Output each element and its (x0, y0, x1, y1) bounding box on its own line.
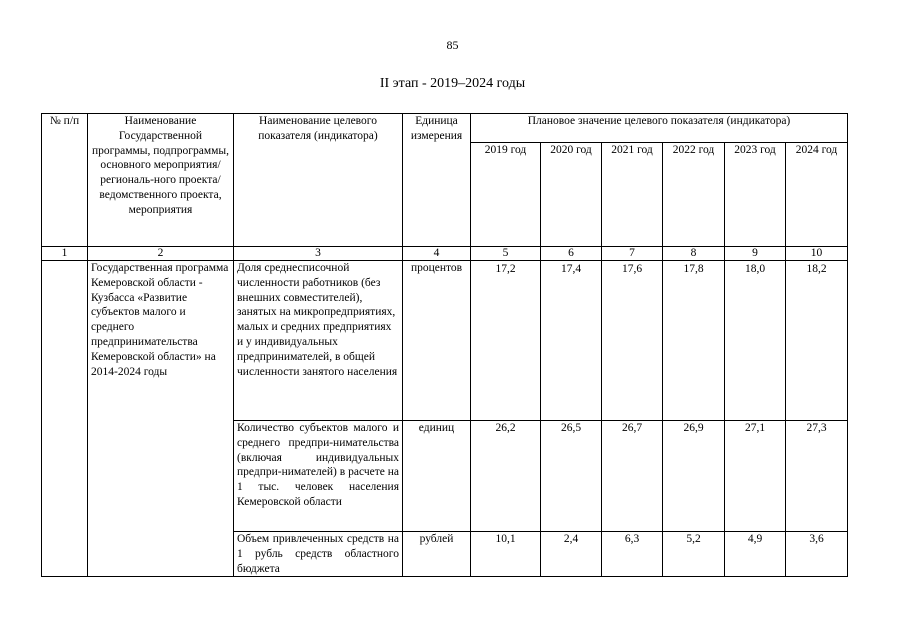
column-number: 7 (602, 247, 663, 261)
value-cell-2019: 17,2 (471, 261, 541, 421)
value-cell-2023: 27,1 (725, 421, 786, 532)
header-unit: Единица измерения (403, 114, 471, 247)
value-cell-2021: 26,7 (602, 421, 663, 532)
indicator-cell: Объем привлеченных средств на 1 рубль средств областного бюджета (234, 532, 403, 577)
column-number: 2 (88, 247, 234, 261)
column-number: 1 (42, 247, 88, 261)
page-number: 85 (446, 38, 459, 52)
indicator-cell: Доля среднесписочной численности работников (без внешних совместителей), занятых на микропредприятиях, малых и средних предприятиях и у индивидуальных предпринимателей, в общей численности занятого населения (234, 261, 403, 421)
column-number: 6 (541, 247, 602, 261)
header-year-2020: 2020 год (541, 143, 602, 247)
table-row (42, 261, 848, 421)
indicator-cell: Количество субъектов малого и среднего предпри-нимательства (включая индивидуальных предпри-нимателей) в расчете на 1 тыс. человек населения Кемеровской области (234, 421, 403, 532)
header-indicator-name: Наименование целевого показателя (индикатора) (234, 114, 403, 247)
value-cell-2022: 5,2 (663, 532, 725, 577)
unit-cell: рублей (403, 532, 471, 577)
value-cell-2024: 3,6 (786, 532, 848, 577)
program-name-cell: Государственная программа Кемеровской области - Кузбасса «Развитие субъектов малого и среднего предпринимательства Кемеровской области» на 2014-2024 годы (88, 261, 234, 577)
column-number: 10 (786, 247, 848, 261)
stage-title: II этап - 2019–2024 годы (379, 76, 526, 91)
column-number: 5 (471, 247, 541, 261)
column-number: 8 (663, 247, 725, 261)
value-cell-2021: 17,6 (602, 261, 663, 421)
header-year-2022: 2022 год (663, 143, 725, 247)
header-year-2024: 2024 год (786, 143, 848, 247)
value-cell-2020: 26,5 (541, 421, 602, 532)
header-row-top (42, 114, 848, 143)
column-number: 4 (403, 247, 471, 261)
value-cell-2021: 6,3 (602, 532, 663, 577)
header-year-2023: 2023 год (725, 143, 786, 247)
header-year-2019: 2019 год (471, 143, 541, 247)
value-cell-2023: 18,0 (725, 261, 786, 421)
value-cell-2024: 27,3 (786, 421, 848, 532)
column-number: 9 (725, 247, 786, 261)
column-number: 3 (234, 247, 403, 261)
value-cell-2022: 17,8 (663, 261, 725, 421)
header-program-name: Наименование Государственной программы, подпрограммы, основного мероприятия/региональ-ного проекта/ ведомственного проекта, мероприятия (88, 114, 234, 247)
unit-cell: процентов (403, 261, 471, 421)
indicators-table (41, 113, 848, 577)
header-planned-value: Плановое значение целевого показателя (индикатора) (471, 114, 848, 143)
value-cell-2019: 26,2 (471, 421, 541, 532)
value-cell-2024: 18,2 (786, 261, 848, 421)
value-cell-2019: 10,1 (471, 532, 541, 577)
value-cell-2023: 4,9 (725, 532, 786, 577)
value-cell-2022: 26,9 (663, 421, 725, 532)
value-cell-2020: 17,4 (541, 261, 602, 421)
row-num-cell (42, 261, 88, 577)
value-cell-2020: 2,4 (541, 532, 602, 577)
column-number-row (42, 247, 848, 261)
header-num: № п/п (42, 114, 88, 247)
unit-cell: единиц (403, 421, 471, 532)
header-year-2021: 2021 год (602, 143, 663, 247)
